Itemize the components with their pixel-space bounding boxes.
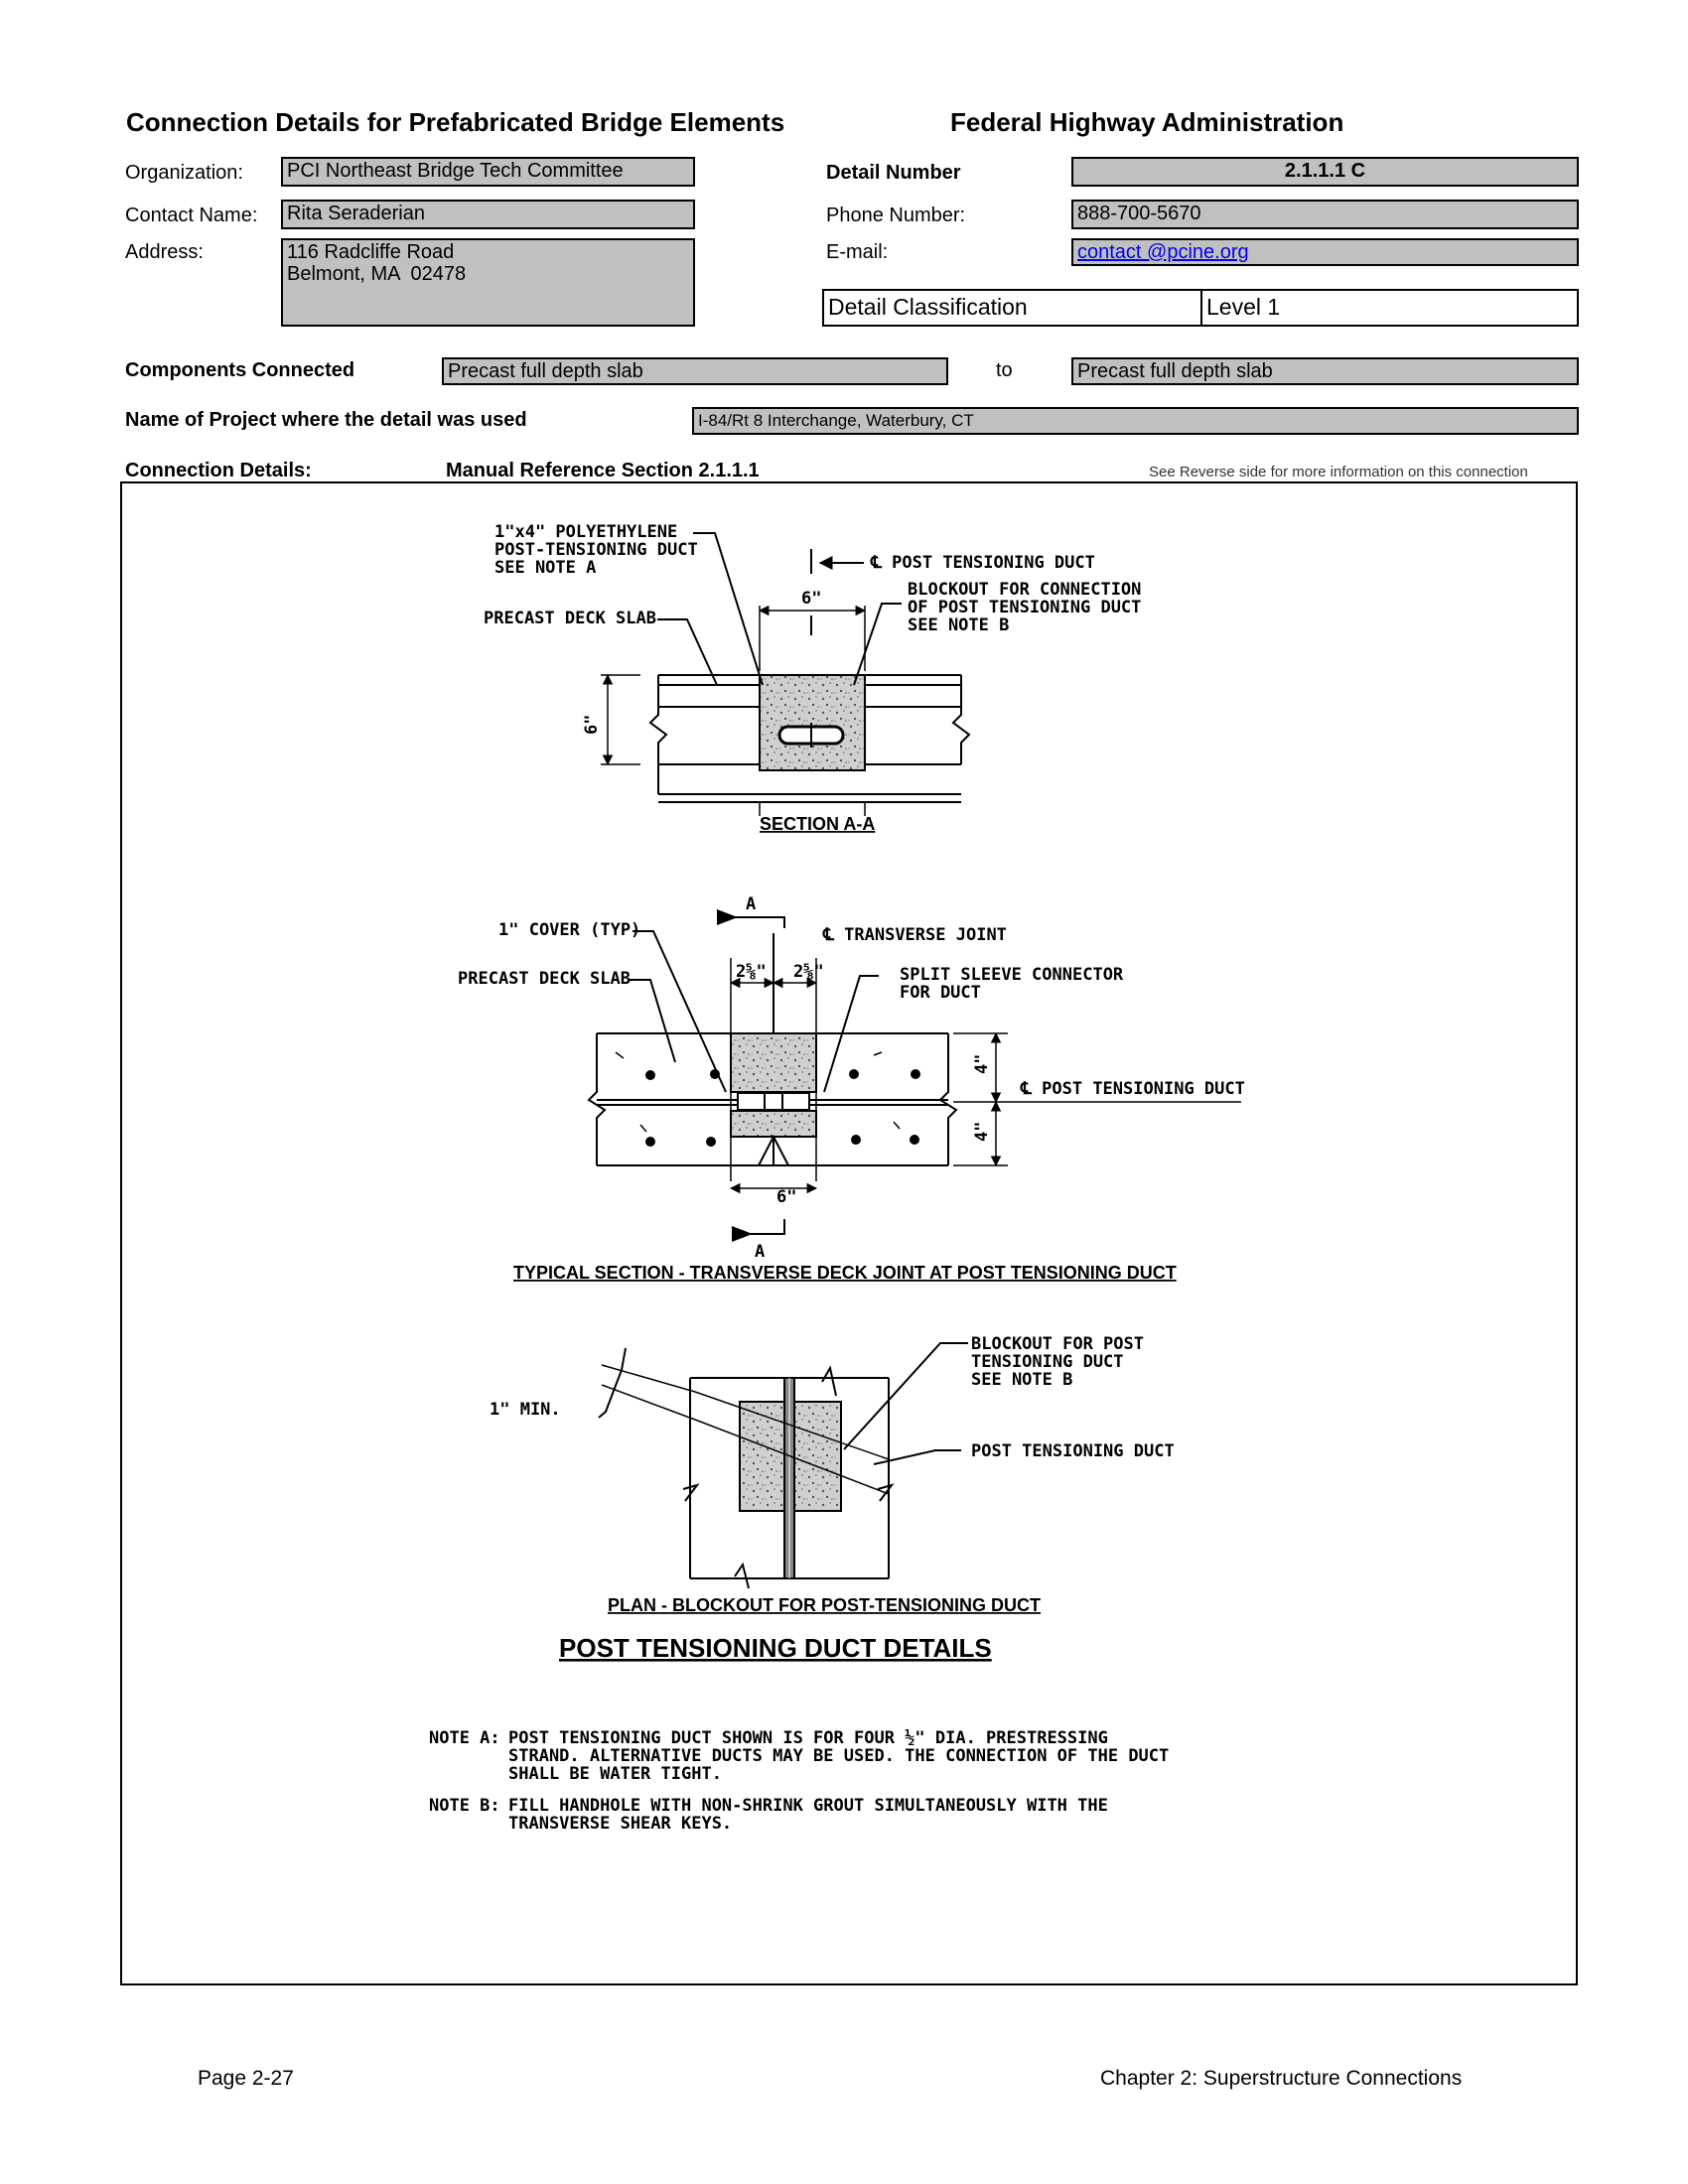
typical-cl-joint: ℄ TRANSVERSE JOINT — [823, 925, 1007, 945]
typical-cut-a-top: A — [746, 894, 757, 914]
email-link[interactable]: contact @pcine.org — [1071, 238, 1579, 266]
address-field: 116 Radcliffe Road Belmont, MA 02478 — [281, 238, 695, 327]
plan-blockout-note-3: SEE NOTE B — [971, 1370, 1073, 1390]
note-a-label: NOTE A: — [429, 1728, 500, 1748]
typical-sleeve-note-2: FOR DUCT — [900, 983, 981, 1003]
document-title: Connection Details for Prefabricated Bridge Elements — [126, 107, 785, 137]
plan-blockout-note-1: BLOCKOUT FOR POST — [971, 1334, 1144, 1354]
typical-cut-arrow-top — [717, 909, 738, 925]
note-a-line-1: POST TENSIONING DUCT SHOWN IS FOR FOUR ½" DIA. PRESTRESSING — [508, 1728, 1108, 1748]
contact-label: Contact Name: — [125, 205, 258, 226]
email-label: E-mail: — [826, 241, 889, 263]
detail-number-field: 2.1.1.1 C — [1071, 157, 1579, 187]
contact-field: Rita Seraderian — [281, 200, 695, 229]
section-aa-duct-note-1: 1"x4" POLYETHYLENE — [494, 522, 678, 542]
section-aa-dim-depth: 6" — [582, 714, 602, 735]
section-aa-title: SECTION A-A — [760, 814, 876, 834]
section-aa-deck-slab: PRECAST DECK SLAB — [484, 609, 656, 628]
note-b-line-2: TRANSVERSE SHEAR KEYS. — [508, 1814, 733, 1834]
project-label: Name of Project where the detail was used — [125, 409, 527, 431]
manual-reference: Manual Reference Section 2.1.1.1 — [446, 460, 760, 481]
plan-blockout — [599, 1343, 968, 1588]
detail-number-label: Detail Number — [826, 162, 961, 184]
section-aa-blockout-note-2: OF POST TENSIONING DUCT — [908, 598, 1142, 617]
typical-cut-arrow-bottom — [732, 1226, 753, 1242]
chapter-name: Chapter 2: Superstructure Connections — [1100, 2067, 1463, 2090]
organization-field: PCI Northeast Bridge Tech Committee — [281, 157, 695, 187]
components-label: Components Connected — [125, 359, 355, 381]
section-aa — [601, 533, 969, 816]
typical-dim-bottom: 4" — [972, 1121, 992, 1142]
address-label: Address: — [125, 241, 204, 263]
typical-cl-duct: ℄ POST TENSIONING DUCT — [1021, 1079, 1245, 1099]
page-number: Page 2-27 — [198, 2067, 294, 2090]
connection-details-label: Connection Details: — [125, 460, 312, 481]
typical-dim-left: 2⅝" — [736, 962, 767, 982]
component-to-field: Precast full depth slab — [1071, 357, 1579, 385]
note-b-line-1: FILL HANDHOLE WITH NON-SHRINK GROUT SIMULTANEOUSLY WITH THE — [508, 1796, 1108, 1816]
typical-dim-6: 6" — [776, 1187, 797, 1207]
note-b-label: NOTE B: — [429, 1796, 500, 1816]
section-aa-duct-note-3: SEE NOTE A — [494, 558, 597, 578]
section-aa-duct-note-2: POST-TENSIONING DUCT — [494, 540, 698, 560]
components-to-label: to — [996, 359, 1013, 381]
typical-dim-right: 2⅝" — [793, 962, 824, 982]
plan-title: PLAN - BLOCKOUT FOR POST-TENSIONING DUCT — [608, 1595, 1041, 1615]
reverse-side-note: See Reverse side for more information on this connection — [1149, 464, 1528, 480]
section-aa-blockout-note-1: BLOCKOUT FOR CONNECTION — [908, 580, 1142, 600]
typical-cut-a-bottom: A — [755, 1242, 766, 1262]
typical-deck-slab: PRECAST DECK SLAB — [458, 969, 631, 989]
note-a-line-3: SHALL BE WATER TIGHT. — [508, 1764, 722, 1784]
agency-name: Federal Highway Administration — [950, 107, 1344, 137]
typical-sleeve-note-1: SPLIT SLEEVE CONNECTOR — [900, 965, 1124, 985]
section-aa-cl-duct: ℄ POST TENSIONING DUCT — [871, 553, 1095, 573]
phone-label: Phone Number: — [826, 205, 966, 226]
typical-title: TYPICAL SECTION - TRANSVERSE DECK JOINT AT POST TENSIONING DUCT — [513, 1263, 1177, 1283]
section-aa-dim-6: 6" — [801, 589, 822, 609]
organization-label: Organization: — [125, 162, 243, 184]
typical-dim-top: 4" — [972, 1053, 992, 1074]
classification-value: Level 1 — [1200, 289, 1579, 327]
drawing-main-title: POST TENSIONING DUCT DETAILS — [559, 1633, 992, 1663]
plan-duct: POST TENSIONING DUCT — [971, 1441, 1175, 1461]
classification-label: Detail Classification — [822, 289, 1202, 327]
typical-cover: 1" COVER (TYP) — [498, 920, 641, 940]
project-field: I-84/Rt 8 Interchange, Waterbury, CT — [692, 407, 1579, 435]
component-from-field: Precast full depth slab — [442, 357, 948, 385]
section-aa-blockout-note-3: SEE NOTE B — [908, 615, 1010, 635]
phone-field: 888-700-5670 — [1071, 200, 1579, 229]
plan-min-cover: 1" MIN. — [490, 1400, 561, 1420]
note-a-line-2: STRAND. ALTERNATIVE DUCTS MAY BE USED. THE CONNECTION OF THE DUCT — [508, 1746, 1170, 1766]
plan-blockout-note-2: TENSIONING DUCT — [971, 1352, 1124, 1372]
